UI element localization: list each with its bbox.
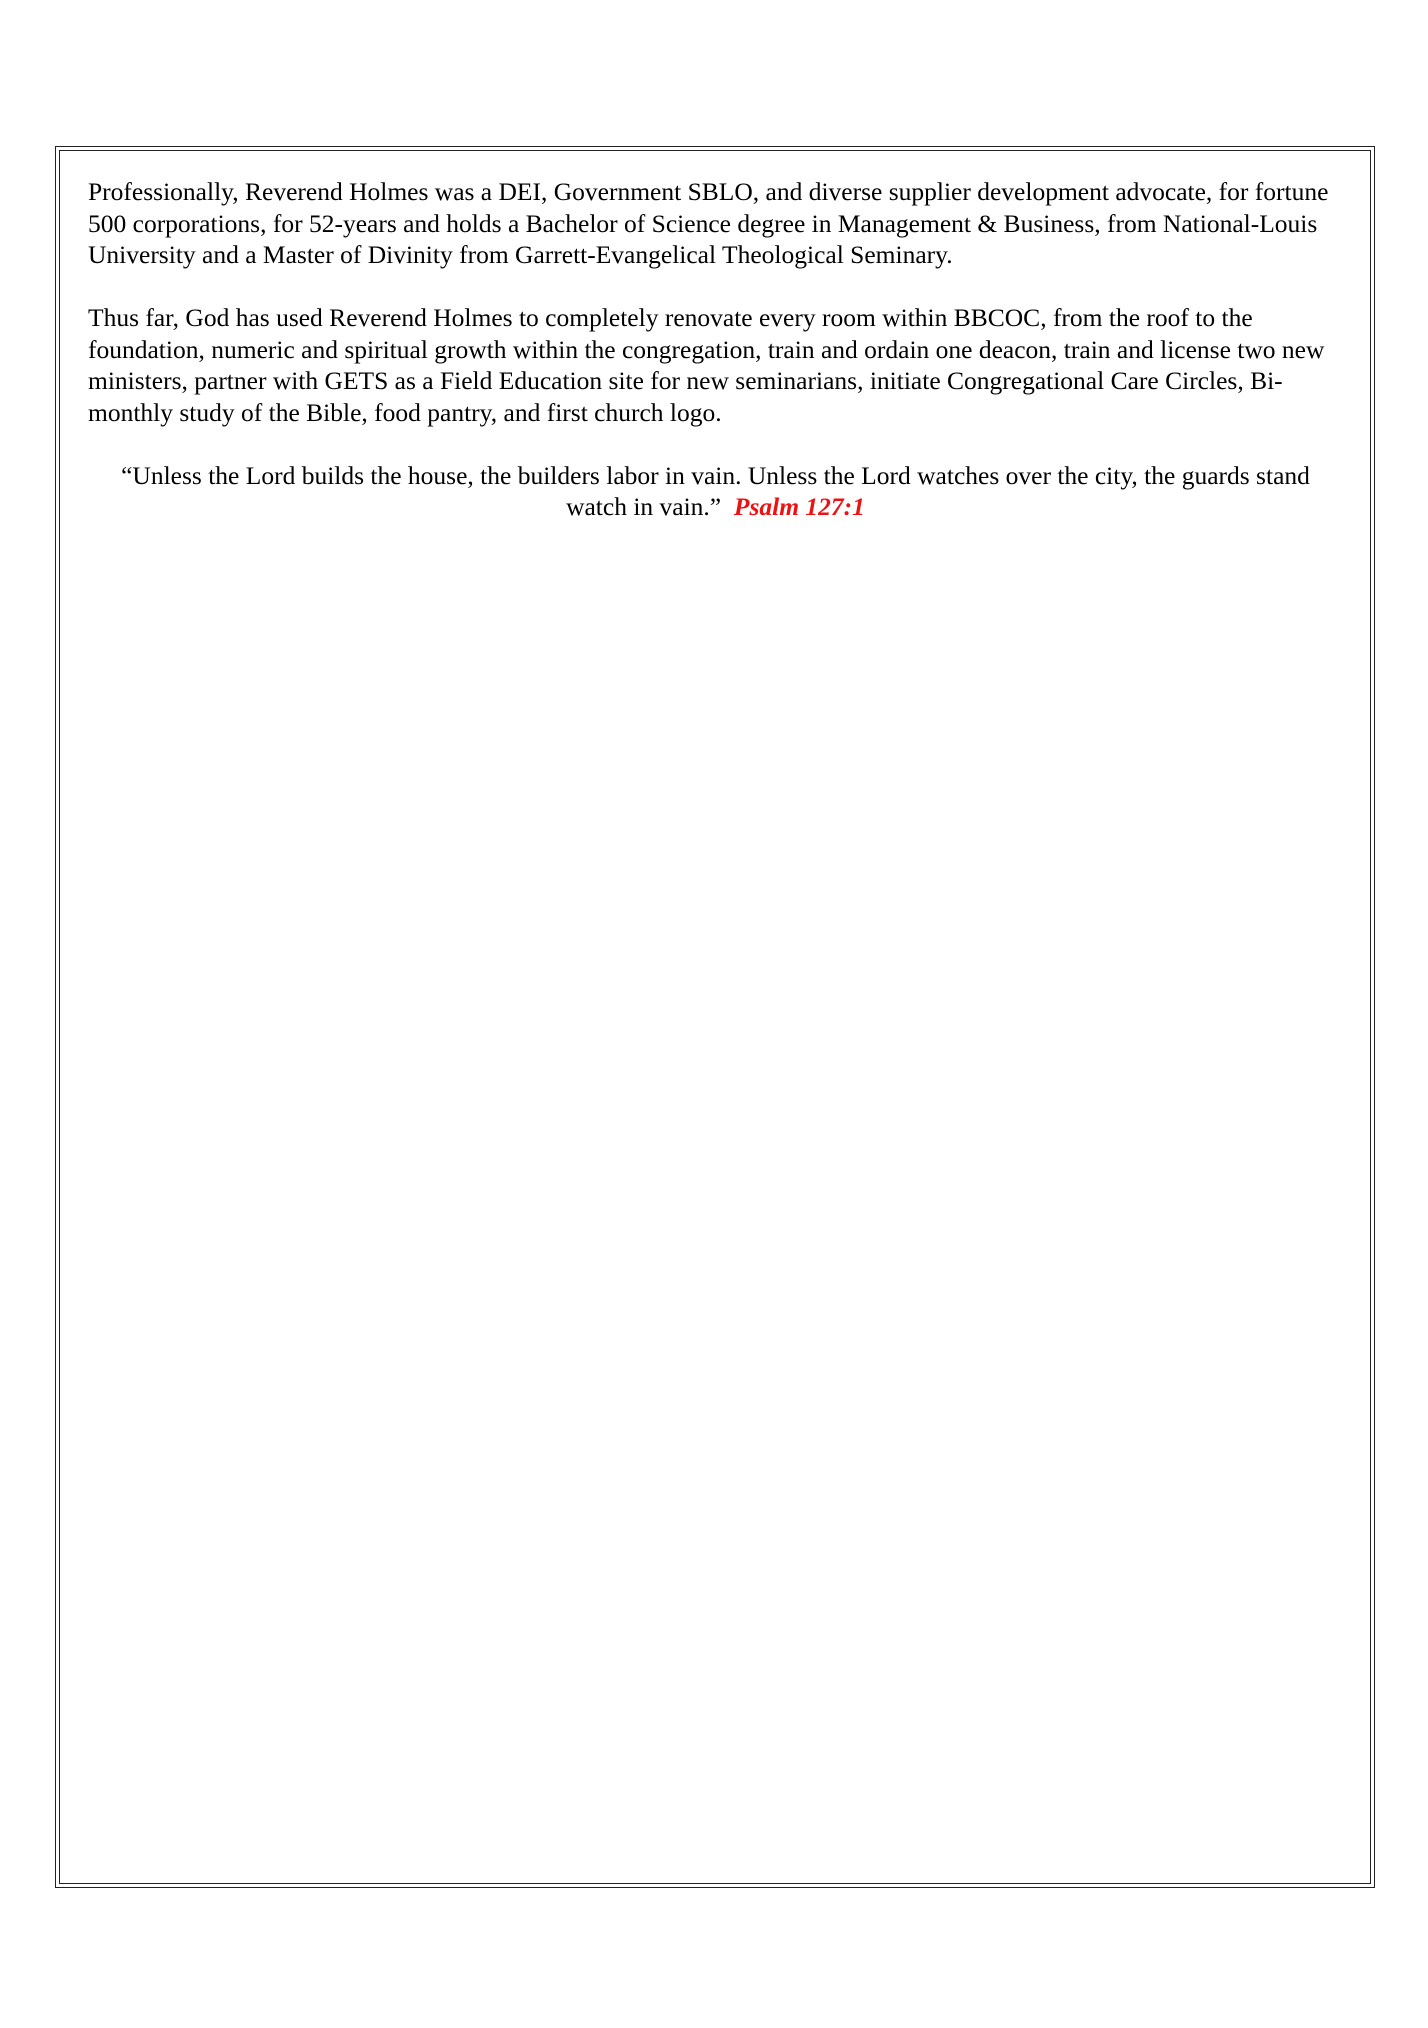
paragraph-accomplishments: Thus far, God has used Reverend Holmes to completely renovate every room within BBCOC, from the roof to the foundation, numeric and spiritual growth within the congregation, train and ordain one deacon, train and license two new ministers, partner with GETS as a Field Education site for new seminarians, initiate Congregational Care Circles, Bi-monthly study of the Bible, food pantry, and first church logo. <box>88 303 1325 427</box>
quote-text: “Unless the Lord builds the house, the builders labor in vain. Unless the Lord watches over the city, the guards stand watch in vain.” <box>121 460 1310 521</box>
quote-citation: Psalm 127:1 <box>733 492 865 521</box>
scripture-quote <box>88 460 1343 523</box>
page-border <box>55 146 1375 1888</box>
document-body <box>88 176 1343 523</box>
page-border-inner <box>59 150 1371 1884</box>
paragraph-professional: Professionally, Reverend Holmes was a DEI, Government SBLO, and diverse supplier development advocate, for fortune 500 corporations, for 52-years and holds a Bachelor of Science degree in Management & Business, from National-Louis University and a Master of Divinity from Garrett-Evangelical Theological Seminary. <box>88 177 1329 269</box>
